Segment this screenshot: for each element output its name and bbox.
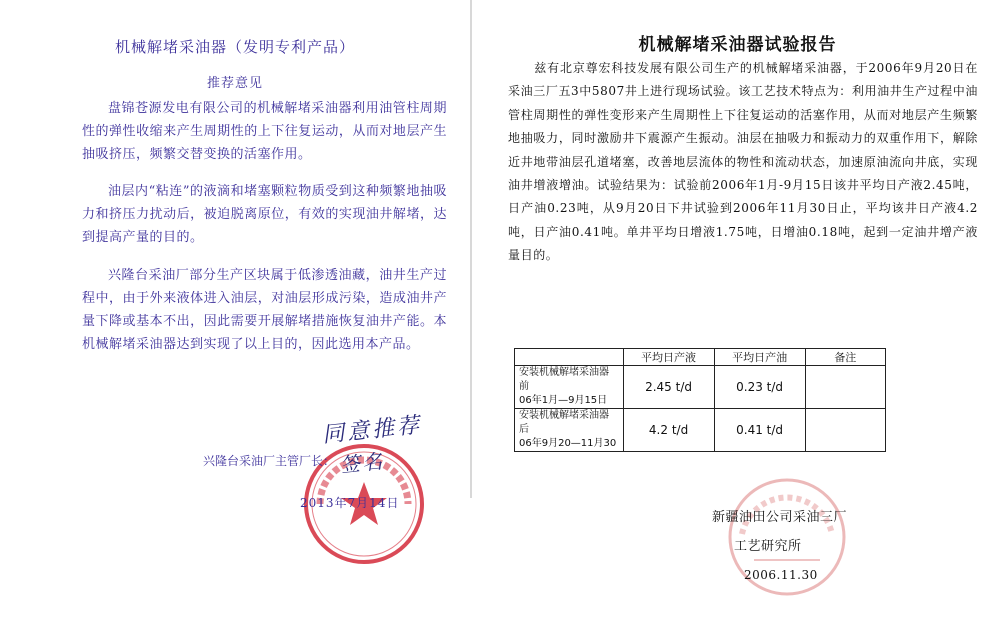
report-body-text: 兹有北京尊宏科技发展有限公司生产的机械解堵采油器，于2006年9月20日在采油三厂五3中5807井上进行现场试验。该工艺技术特点为：利用油井生产过程中油管柱周期性的弹性变形来产生周期性上下往复运动的活塞作用，从而对地层产生频繁地抽吸力，同时激励井下震源产生振动。油层在抽吸力和振动力的双重作用下，解除近井地带油层孔道堵塞，改善地层流体的物性和流动状态，加速原油流向井底，实现油井增液增油。试验结果为：试验前2006年1月-9月15日该井平均日产液2.45吨，日产油0.23吨，从9月20日下井试验到2006年11月30日止，平均该井日产液4.2吨，日产油0.41吨。单井平均日增液1.75吨，日增油0.18吨，起到一定油井增产液量目的。 (508, 61, 978, 263)
report-organization: 新疆油田公司采油三厂 (712, 510, 848, 525)
left-page-title: 机械解堵采油器（发明专利产品） (114, 38, 355, 56)
recommendation-paragraph-3: 兴隆台采油厂部分生产区块属于低渗透油藏，油井生产过程中，由于外来液体进入油层，对油层形成污染，造成油井产量下降或基本不出，因此需要开展解堵措施恢复油井产能。本机械解堵采油器达到实现了以上目的，因此选用本产品。 (82, 268, 447, 352)
table-header-cell (515, 349, 624, 366)
left-page-date: 2013年7月14日 (300, 496, 400, 510)
table-header-cell: 平均日产液 (623, 349, 714, 366)
row-label-line2: 06年1月—9月15日 (519, 395, 608, 406)
handwritten-signature: 签名 (339, 448, 386, 478)
handwritten-approval-note: 同意推荐 (321, 412, 424, 449)
page-gutter (470, 0, 484, 633)
row-label-line2: 06年9月20—11月30 (519, 438, 617, 449)
table-header-row (515, 349, 886, 366)
daily-liquid-cell: 4.2 t/d (623, 409, 714, 452)
report-body (508, 57, 978, 268)
row-label-line1: 安装机械解堵采油器后 (519, 410, 609, 435)
table-row (515, 366, 886, 409)
table-row-label (515, 366, 624, 409)
recommendation-paragraph-1: 盘锦苍源发电有限公司的机械解堵采油器利用油管柱周期性的弹性收缩来产生周期性的上下往复运动，从而对地层产生抽吸挤压，频繁交替变换的活塞作用。 (82, 101, 447, 162)
note-cell (805, 366, 885, 409)
report-title: 机械解堵采油器试验报告 (638, 35, 837, 55)
note-cell (805, 409, 885, 452)
table-row-label (515, 409, 624, 452)
row-label-line1: 安装机械解堵采油器前 (519, 367, 609, 392)
page-edge-line (470, 0, 472, 498)
daily-oil-cell: 0.23 t/d (714, 366, 805, 409)
signature-label: 兴隆台采油厂主管厂长： (203, 454, 336, 468)
table-row (515, 409, 886, 452)
report-date: 2006.11.30 (744, 568, 818, 582)
table-header-cell: 平均日产油 (714, 349, 805, 366)
daily-oil-cell: 0.41 t/d (714, 409, 805, 452)
daily-liquid-cell: 2.45 t/d (623, 366, 714, 409)
table-header-cell: 备注 (805, 349, 885, 366)
report-department: 工艺研究所 (734, 539, 802, 554)
test-results-table (514, 348, 886, 452)
left-page-subtitle: 推荐意见 (206, 76, 263, 91)
recommendation-paragraph-2: 油层内“粘连”的液滴和堵塞颗粒物质受到这种频繁地抽吸力和挤压力扰动后，被迫脱离原位，有效的实现油井解堵，达到提高产量的目的。 (82, 184, 447, 245)
